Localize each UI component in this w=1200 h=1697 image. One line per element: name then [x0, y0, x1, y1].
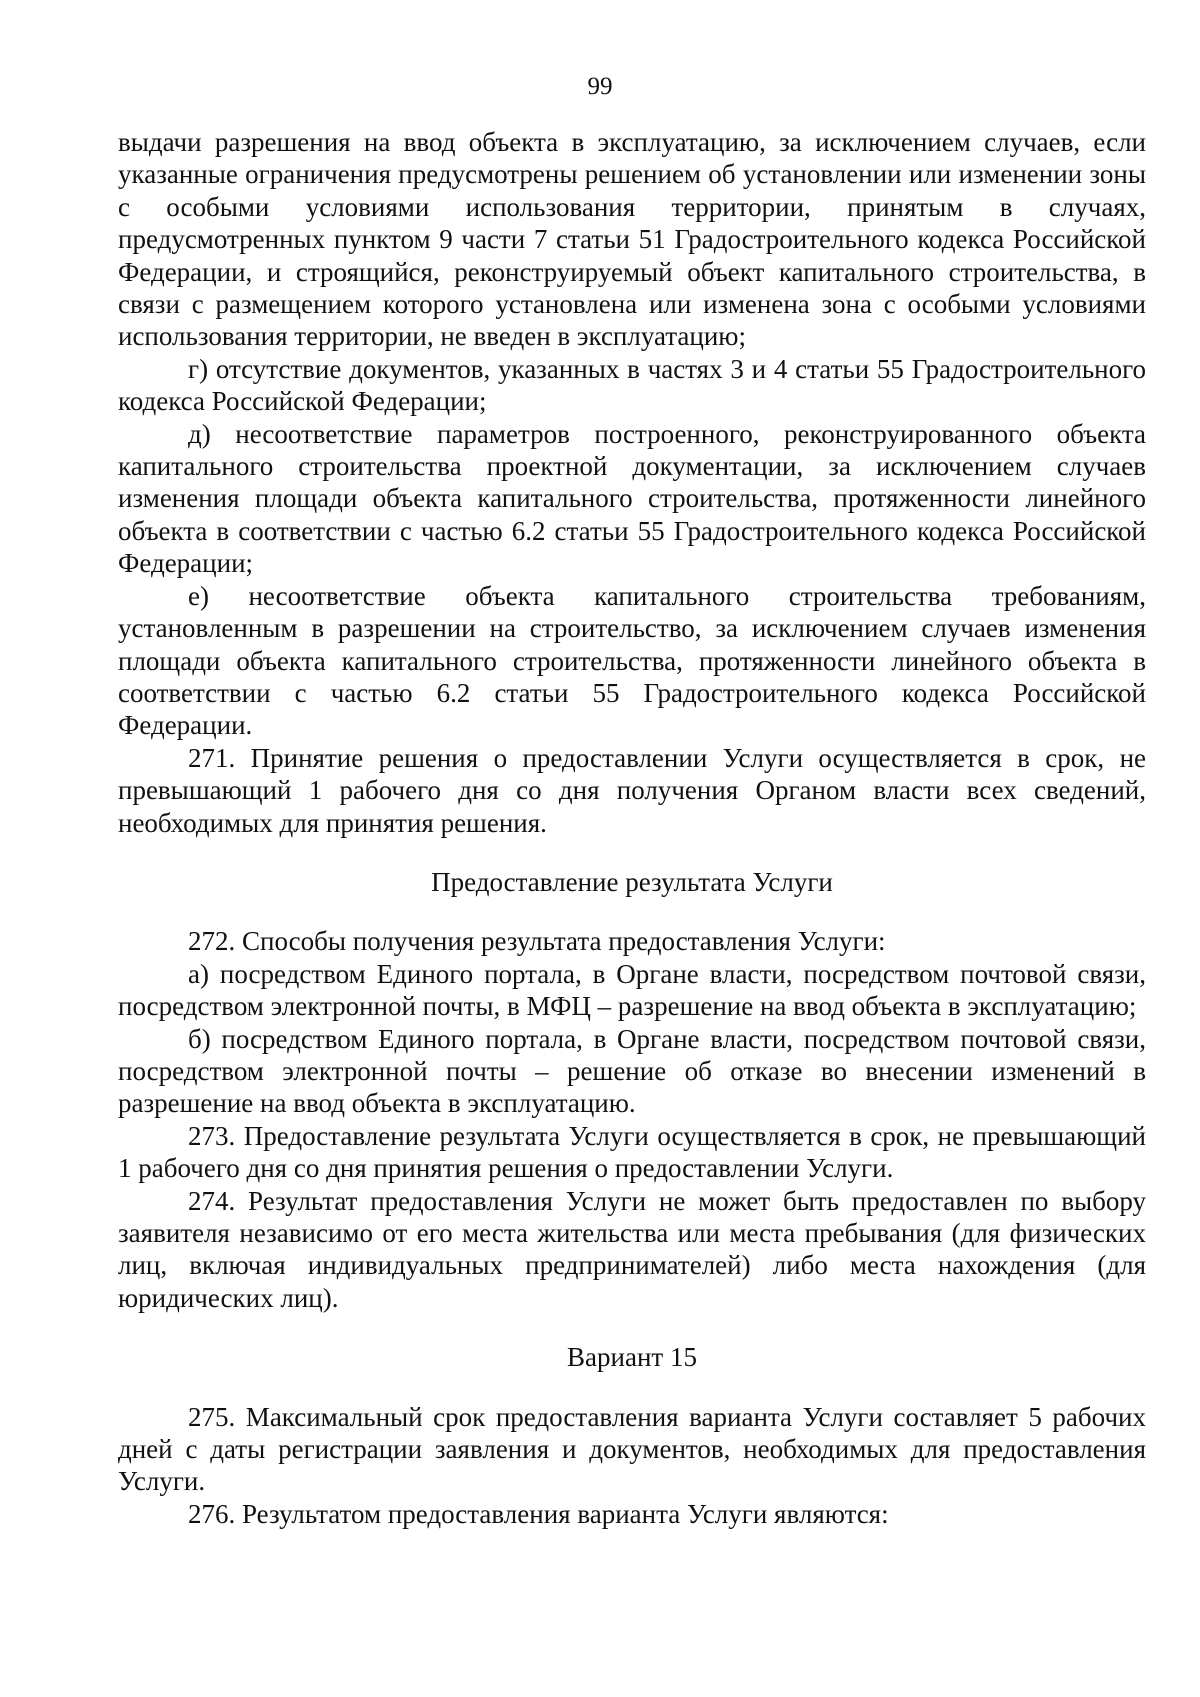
section-heading-variant: Вариант 15 [567, 1342, 697, 1373]
paragraph-276: 276. Результатом предоставления варианта Услуги являются: [188, 1498, 889, 1529]
paragraph-271: 271. Принятие решения о предоставлении Услуги осуществляется в срок, не превышающий 1 рабочего дня со дня получения Органом власти всех сведений, необходимых для принятия решения. [118, 742, 1146, 838]
paragraph-275: 275. Максимальный срок предоставления варианта Услуги составляет 5 рабочих дней с даты регистрации заявления и документов, необходимых для предоставления Услуги. [118, 1401, 1146, 1497]
paragraph-item-d: д) несоответствие параметров построенного, реконструированного объекта капитального строительства проектной документации, за исключением случаев изменения площади объекта капитального строительства, протяженности линейного объекта в соответствии с частью 6.2 статьи 55 Градостроительного кодекса Российской Федерации; [118, 418, 1146, 579]
document-body [118, 126, 1146, 1530]
paragraph-continuation: выдачи разрешения на ввод объекта в эксплуатацию, за исключением случаев, если указанные ограничения предусмотрены решением об установлении или изменении зоны с особыми условиями использования территории, принятым в случаях, предусмотренных пунктом 9 части 7 статьи 51 Градостроительного кодекса Российской Федерации, и строящийся, реконструируемый объект капитального строительства, в связи с размещением которого установлена или изменена зона с особыми условиями использования территории, не введен в эксплуатацию; [118, 127, 1146, 352]
paragraph-272: 272. Способы получения результата предоставления Услуги: [188, 926, 886, 957]
paragraph-274: 274. Результат предоставления Услуги не может быть предоставлен по выбору заявителя независимо от его места жительства или места пребывания (для физических лиц, включая индивидуальных предпринимателей) либо места нахождения (для юридических лиц). [118, 1185, 1146, 1313]
paragraph-272-a: а) посредством Единого портала, в Органе власти, посредством почтовой связи, посредством электронной почты, в МФЦ – разрешение на ввод объекта в эксплуатацию; [118, 958, 1146, 1022]
paragraph-item-e: е) несоответствие объекта капитального строительства требованиям, установленным в разрешении на строительство, за исключением случаев изменения площади объекта капитального строительства, протяженности линейного объекта в соответствии с частью 6.2 статьи 55 Градостроительного кодекса Российской Федерации. [118, 580, 1146, 741]
section-heading-result: Предоставление результата Услуги [431, 866, 833, 897]
paragraph-273: 273. Предоставление результата Услуги осуществляется в срок, не превышающий 1 рабочего дня со дня принятия решения о предоставлении Услуги. [118, 1120, 1146, 1184]
paragraph-item-g: г) отсутствие документов, указанных в частях 3 и 4 статьи 55 Градостроительного кодекса Российской Федерации; [118, 353, 1146, 417]
paragraph-272-b: б) посредством Единого портала, в Органе власти, посредством почтовой связи, посредством электронной почты – решение об отказе во внесении изменений в разрешение на ввод объекта в эксплуатацию. [118, 1023, 1146, 1119]
page-number: 99 [587, 73, 613, 100]
